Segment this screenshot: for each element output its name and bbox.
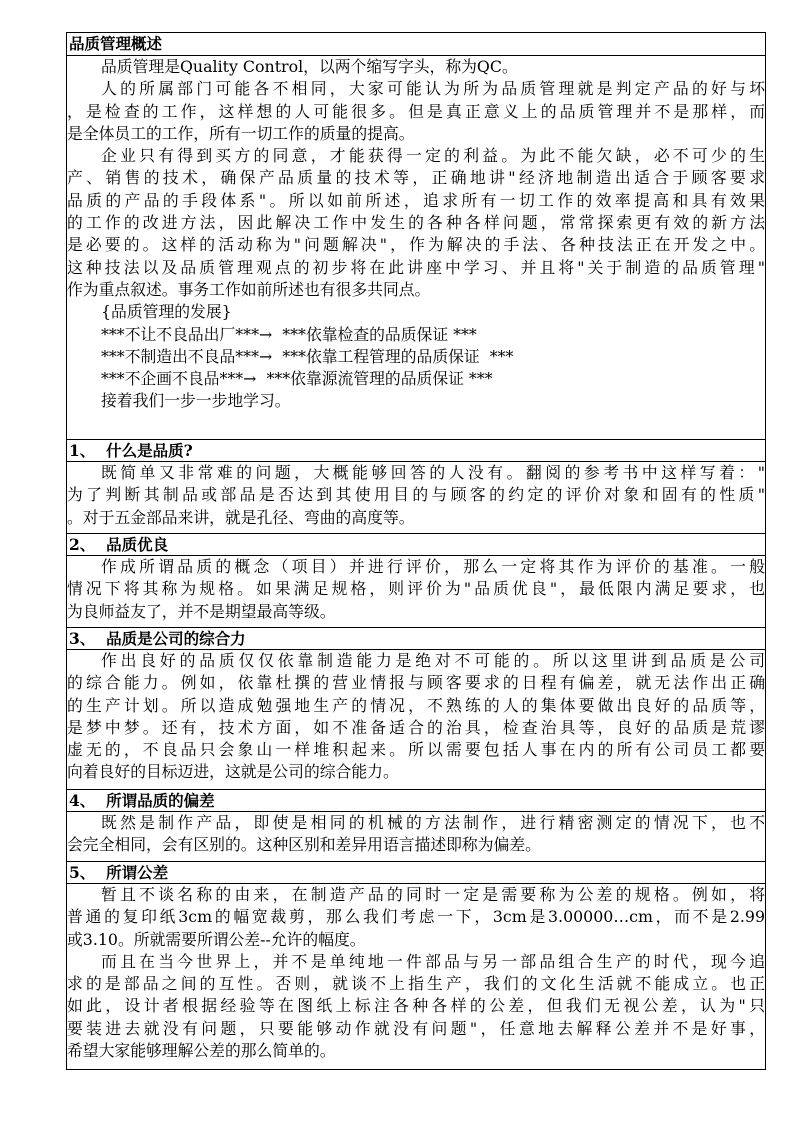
text-line: 要装进去就没有问题，只要能够动作就没有问题"，任意地去解释公差并不是好事， bbox=[67, 1018, 765, 1038]
text-line: 的综合能力。例如，依靠杜撰的营业情报与顾客要求的日程有偏差，就无法作出正确 bbox=[67, 673, 765, 693]
section-body-good-quality bbox=[67, 555, 765, 627]
section-body-what-is-quality bbox=[67, 461, 765, 533]
text-line: 向着良好的目标迈进，这就是公司的综合能力。 bbox=[67, 762, 399, 782]
text-line: 是必要的。这样的活动称为"问题解决"，作为解决的手法、各种技法正在开发之中。 bbox=[67, 235, 765, 255]
text-line: 或3.10。所就需要所谓公差--允许的幅度。 bbox=[67, 929, 366, 949]
text-line: 是全体员工的工作，所有一切工作的质量的提高。 bbox=[67, 123, 415, 143]
section-body-overview bbox=[67, 55, 765, 439]
section-body-deviation bbox=[67, 811, 765, 861]
text-line: 虚无的，不良品只会象山一样堆积起来。所以需要包括人事在内的所有公司员工都要 bbox=[67, 740, 765, 760]
text-line: 会完全相同，会有区别的。这种区别和差异用语言描述即称为偏差。 bbox=[67, 835, 541, 855]
text-line: 品质的产品的手段体系"。所以如前所述，追求所有一切工作的效率提高和具有效果 bbox=[67, 190, 765, 210]
text-line: 希望大家能够理解公差的那么简单的。 bbox=[67, 1041, 336, 1061]
text-line: 情况下将其称为规格。如果满足规格，则评价为"品质优良"，最低限内满足要求，也 bbox=[67, 579, 765, 599]
text-line: 为良师益友了，并不是期望最高等级。 bbox=[67, 601, 336, 621]
section-heading-tolerance: 5、 所谓公差 bbox=[67, 861, 765, 883]
section-heading-overview: 品质管理概述 bbox=[69, 34, 163, 53]
section-heading-company-power: 3、 品质是公司的综合力 bbox=[67, 627, 765, 649]
text-line: 接着我们一步一步地学习。 bbox=[101, 391, 291, 411]
text-line: 这种技法以及品质管理观点的初步将在此讲座中学习、并且将"关于制造的品质管理" bbox=[67, 257, 765, 277]
text-line: 的工作的改进方法，因此解决工作中发生的各种各样问题，常常探索更有效的新方法 bbox=[67, 213, 765, 233]
section-heading-good-quality: 2、 品质优良 bbox=[67, 533, 765, 555]
text-line: {品质管理的发展} bbox=[101, 302, 232, 322]
section-heading-what-is-quality: 1、 什么是品质? bbox=[67, 439, 765, 461]
text-line: 为了判断其制品或部品是否达到其使用目的与顾客的约定的评价对象和固有的性质" bbox=[67, 485, 765, 505]
text-line: 既简单又非常难的问题，大概能够回答的人没有。翻阅的参考书中这样写着：" bbox=[101, 463, 765, 482]
text-line: 。对于五金部品来讲，就是孔径、弯曲的高度等。 bbox=[67, 507, 415, 527]
text-line: 作成所谓品质的概念（项目）并进行评价，那么一定将其作为评价的基准。一般 bbox=[101, 557, 765, 576]
text-line: 作出良好的品质仅仅依靠制造能力是绝对不可能的。所以这里讲到品质是公司 bbox=[101, 651, 765, 670]
text-line: 企业只有得到买方的同意，才能获得一定的利益。为此不能欠缺，必不可少的生 bbox=[101, 146, 765, 166]
text-line: 的生产计划。所以造成勉强地生产的情况，不熟练的人的集体要做出良好的品质等， bbox=[67, 695, 765, 715]
text-line: 既然是制作产品，即使是相同的机械的方法制作，进行精密测定的情况下，也不 bbox=[101, 813, 765, 832]
text-line: 普通的复印纸3cm的幅宽裁剪，那么我们考虑一下，3cm是3.00000…cm，而不是2.99 bbox=[67, 907, 765, 927]
text-line: 如此，设计者根据经验等在图纸上标注各种各样的公差，但我们无视公差，认为"只 bbox=[67, 996, 765, 1016]
text-line: 品质管理是Quality Control，以两个缩写字头，称为QC。 bbox=[101, 57, 518, 76]
text-line: ***不制造出不良品***→ ***依靠工程管理的品质保证 *** bbox=[101, 346, 514, 366]
text-line: 是梦中梦。还有，技术方面，如不准备适合的治具，检查治具等，良好的品质是荒谬 bbox=[67, 717, 765, 737]
text-line: 而且在当今世界上，并不是单纯地一件部品与另一部品组合生产的时代，现今追 bbox=[101, 951, 765, 971]
document-sheet bbox=[66, 32, 766, 1070]
section-body-company-power bbox=[67, 649, 765, 789]
section-heading-deviation: 4、 所谓品质的偏差 bbox=[67, 789, 765, 811]
text-line: 作为重点叙述。事务工作如前所述也有很多共同点。 bbox=[67, 279, 431, 299]
text-line: 暂且不谈名称的由来，在制造产品的同时一定是需要称为公差的规格。例如，将 bbox=[101, 885, 765, 904]
text-line: 人的所属部门可能各不相同，大家可能认为所为品质管理就是判定产品的好与坏 bbox=[101, 79, 765, 99]
text-line: 求的是部品之间的互性。否则，就谈不上指生产，我们的文化生活就不能成立。也正 bbox=[67, 974, 765, 994]
text-line: ，是检查的工作，这样想的人可能很多。但是真正意义上的品质管理并不是那样，而 bbox=[67, 101, 765, 121]
text-line: ***不企画不良品***→ ***依靠源流管理的品质保证 *** bbox=[101, 369, 493, 389]
section-body-tolerance bbox=[67, 883, 765, 1069]
text-line: ***不让不良品出厂***→ ***依靠检查的品质保证 *** bbox=[101, 324, 477, 344]
text-line: 产、销售的技术，确保产品质量的技术等，正确地讲"经济地制造出适合于顾客要求 bbox=[67, 168, 765, 188]
